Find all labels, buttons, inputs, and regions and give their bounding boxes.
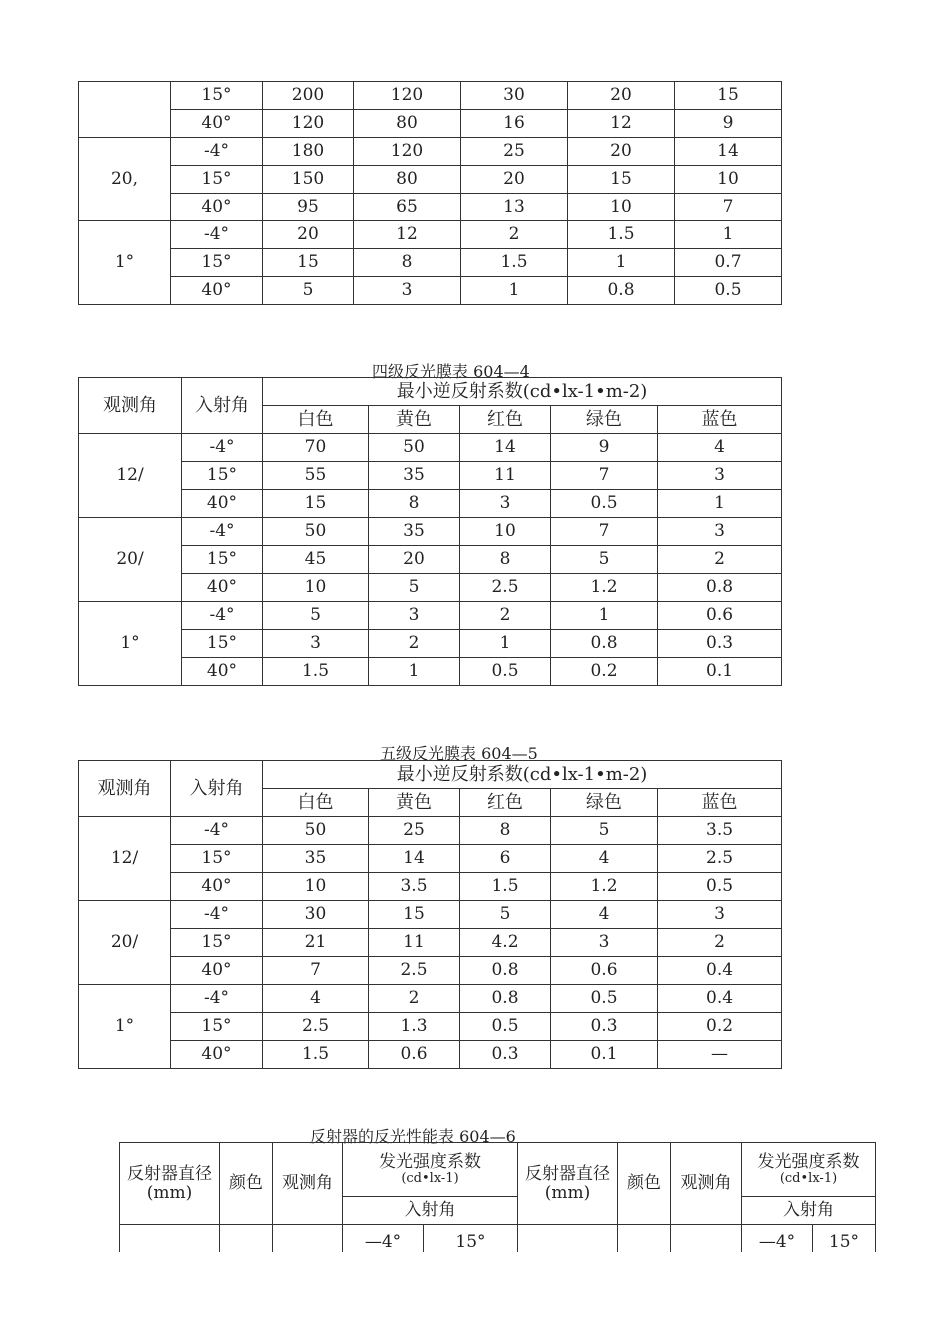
color-header-cell: 蓝色 [658, 789, 782, 817]
value-cell: 8 [369, 490, 460, 518]
value-cell: 1 [675, 221, 782, 249]
value-cell: 1.2 [551, 873, 658, 901]
value-cell: 3 [354, 277, 461, 305]
value-cell: 1 [568, 249, 675, 277]
table-row [79, 277, 782, 305]
value-cell: 11 [460, 462, 551, 490]
value-cell: 3 [369, 602, 460, 630]
color-header-cell: 绿色 [551, 406, 658, 434]
observe-angle-cell: 12/ [79, 434, 182, 518]
table-row [79, 630, 782, 658]
value-cell: 0.5 [675, 277, 782, 305]
value-cell: 20 [369, 546, 460, 574]
color-header-cell: 黄色 [369, 789, 460, 817]
value-cell: 0.6 [658, 602, 782, 630]
value-cell: 0.5 [551, 985, 658, 1013]
value-cell: 65 [354, 194, 461, 221]
observe-angle-cell: 20/ [79, 901, 171, 985]
value-cell: 1 [551, 602, 658, 630]
value-cell: 0.2 [658, 1013, 782, 1041]
incident-angle-cell: 15° [171, 1013, 263, 1041]
value-cell: 7 [551, 462, 658, 490]
value-cell: 0.3 [460, 1041, 551, 1069]
value-cell: 2 [658, 929, 782, 957]
value-cell: 0.5 [658, 873, 782, 901]
value-cell: 0.6 [551, 957, 658, 985]
value-cell: 5 [551, 546, 658, 574]
value-cell: 4.2 [460, 929, 551, 957]
value-cell: 7 [263, 957, 369, 985]
table-cell: —4° [742, 1225, 813, 1265]
value-cell: 9 [675, 110, 782, 138]
table-cell: 15° [424, 1225, 518, 1265]
value-cell: 0.2 [551, 658, 658, 686]
incident-angle-cell: -4° [171, 138, 263, 166]
value-cell: 0.8 [658, 574, 782, 602]
value-cell: 8 [460, 817, 551, 845]
value-cell: 0.4 [658, 985, 782, 1013]
value-cell: 35 [369, 462, 460, 490]
incident-angle-cell: 15° [171, 82, 263, 110]
value-cell: 8 [354, 249, 461, 277]
table-row [79, 1041, 782, 1069]
value-cell: 1.5 [263, 1041, 369, 1069]
value-cell: 21 [263, 929, 369, 957]
value-cell: 30 [263, 901, 369, 929]
value-cell: 3 [460, 490, 551, 518]
incident-angle-cell: 15° [182, 462, 263, 490]
incident-angle-cell: -4° [171, 817, 263, 845]
value-cell: 25 [461, 138, 568, 166]
color-header-cell: 白色 [263, 406, 369, 434]
value-cell: 120 [354, 82, 461, 110]
value-cell: 3 [551, 929, 658, 957]
value-cell: 9 [551, 434, 658, 462]
table-row [79, 817, 782, 845]
value-cell: 7 [551, 518, 658, 546]
value-cell: 14 [369, 845, 460, 873]
observe-angle-cell: 1° [79, 985, 171, 1069]
table-caption: 反射器的反光性能表 604—6 [310, 1127, 516, 1146]
table-row [79, 901, 782, 929]
table-fifth-grade [78, 760, 782, 1069]
color-header-cell: 红色 [460, 406, 551, 434]
incident-angle-cell: -4° [171, 901, 263, 929]
header-reflector-diameter: 反射器直径(mm) [518, 1143, 618, 1225]
value-cell: 4 [551, 901, 658, 929]
value-cell: 1.2 [551, 574, 658, 602]
value-cell: 50 [263, 518, 369, 546]
value-cell: 1 [369, 658, 460, 686]
value-cell: 80 [354, 110, 461, 138]
value-cell: 5 [369, 574, 460, 602]
header-intensity-coefficient [343, 1143, 518, 1197]
header-observe-angle: 观测角 [671, 1143, 742, 1225]
header-intensity-unit: (cd•lx-1) [401, 1170, 459, 1186]
value-cell: 35 [263, 845, 369, 873]
value-cell: 15 [263, 249, 354, 277]
value-cell: 120 [263, 110, 354, 138]
page-crop-mask [0, 1252, 950, 1344]
header-observe-angle: 观测角 [79, 378, 182, 434]
incident-angle-cell: 40° [171, 194, 263, 221]
incident-angle-cell: 15° [182, 630, 263, 658]
table-cell: —4° [343, 1225, 424, 1265]
value-cell: 0.8 [460, 957, 551, 985]
value-cell: 0.4 [658, 957, 782, 985]
table-row [79, 490, 782, 518]
value-cell: 55 [263, 462, 369, 490]
header-intensity-unit: (cd•lx-1) [779, 1170, 838, 1186]
table-row [79, 82, 782, 110]
table-reflector-performance [119, 1142, 876, 1265]
value-cell: 3 [263, 630, 369, 658]
table-row [79, 985, 782, 1013]
value-cell: 80 [354, 166, 461, 194]
color-header-cell: 蓝色 [658, 406, 782, 434]
incident-angle-cell: 15° [171, 929, 263, 957]
incident-angle-cell: -4° [182, 434, 263, 462]
value-cell: 20 [568, 138, 675, 166]
incident-angle-cell: -4° [182, 518, 263, 546]
value-cell: 35 [369, 518, 460, 546]
value-cell: 5 [263, 602, 369, 630]
header-incident-angle: 入射角 [742, 1197, 876, 1225]
value-cell: — [658, 1041, 782, 1069]
table-row [79, 110, 782, 138]
header-intensity-label: 发光强度系数 [757, 1152, 860, 1172]
header-min-retro-coefficient: 最小逆反射系数(cd•lx-1•m-2) [263, 761, 782, 789]
value-cell: 3 [658, 462, 782, 490]
value-cell: 1.5 [460, 873, 551, 901]
observe-angle-cell [79, 82, 171, 138]
color-header-cell: 绿色 [551, 789, 658, 817]
header-reflector-diameter: 反射器直径(mm) [120, 1143, 220, 1225]
table-row [79, 138, 782, 166]
incident-angle-cell: 40° [171, 277, 263, 305]
value-cell: 15 [675, 82, 782, 110]
value-cell: 0.5 [460, 1013, 551, 1041]
observe-angle-cell: 20, [79, 138, 171, 221]
value-cell: 2 [658, 546, 782, 574]
value-cell: 3.5 [658, 817, 782, 845]
value-cell: 2.5 [658, 845, 782, 873]
value-cell: 2 [369, 985, 460, 1013]
value-cell: 2 [461, 221, 568, 249]
value-cell: 4 [263, 985, 369, 1013]
table-row [79, 957, 782, 985]
value-cell: 0.3 [551, 1013, 658, 1041]
table-row [79, 845, 782, 873]
value-cell: 12 [354, 221, 461, 249]
header-observe-angle: 观测角 [79, 761, 171, 817]
incident-angle-cell: 15° [171, 845, 263, 873]
incident-angle-cell: 40° [182, 574, 263, 602]
value-cell: 11 [369, 929, 460, 957]
value-cell: 3 [658, 901, 782, 929]
value-cell: 150 [263, 166, 354, 194]
value-cell: 15 [568, 166, 675, 194]
value-cell: 0.8 [551, 630, 658, 658]
value-cell: 1.5 [568, 221, 675, 249]
value-cell: 10 [568, 194, 675, 221]
value-cell: 20 [461, 166, 568, 194]
incident-angle-cell: 40° [171, 110, 263, 138]
incident-angle-cell: 15° [171, 166, 263, 194]
observe-angle-cell: 12/ [79, 817, 171, 901]
incident-angle-cell: 40° [171, 1041, 263, 1069]
value-cell: 1 [658, 490, 782, 518]
color-header-cell: 黄色 [369, 406, 460, 434]
value-cell: 3 [658, 518, 782, 546]
header-min-retro-coefficient: 最小逆反射系数(cd•lx-1•m-2) [263, 378, 782, 406]
value-cell: 10 [675, 166, 782, 194]
value-cell: 7 [675, 194, 782, 221]
value-cell: 8 [460, 546, 551, 574]
value-cell: 1 [460, 630, 551, 658]
value-cell: 20 [263, 221, 354, 249]
table-row [79, 574, 782, 602]
table-caption: 四级反光膜表 604—4 [372, 362, 530, 381]
table-row [79, 1013, 782, 1041]
value-cell: 0.3 [658, 630, 782, 658]
incident-angle-cell: 15° [171, 249, 263, 277]
color-header-cell: 白色 [263, 789, 369, 817]
value-cell: 0.7 [675, 249, 782, 277]
incident-angle-cell: -4° [182, 602, 263, 630]
value-cell: 5 [460, 901, 551, 929]
value-cell: 50 [369, 434, 460, 462]
value-cell: 95 [263, 194, 354, 221]
value-cell: 45 [263, 546, 369, 574]
value-cell: 10 [460, 518, 551, 546]
table-row [79, 462, 782, 490]
value-cell: 3.5 [369, 873, 460, 901]
value-cell: 0.8 [568, 277, 675, 305]
value-cell: 14 [460, 434, 551, 462]
table-row [79, 221, 782, 249]
table-row [79, 602, 782, 630]
table-cell: 15° [813, 1225, 876, 1265]
value-cell: 0.5 [460, 658, 551, 686]
value-cell: 0.1 [551, 1041, 658, 1069]
value-cell: 12 [568, 110, 675, 138]
value-cell: 20 [568, 82, 675, 110]
header-intensity-label: 发光强度系数 [379, 1152, 481, 1172]
value-cell: 4 [551, 845, 658, 873]
incident-angle-cell: 40° [182, 490, 263, 518]
observe-angle-cell: 1° [79, 221, 171, 305]
value-cell: 120 [354, 138, 461, 166]
value-cell: 50 [263, 817, 369, 845]
value-cell: 2.5 [369, 957, 460, 985]
value-cell: 10 [263, 873, 369, 901]
value-cell: 1.5 [461, 249, 568, 277]
value-cell: 2 [369, 630, 460, 658]
value-cell: 14 [675, 138, 782, 166]
value-cell: 5 [263, 277, 354, 305]
header-color: 颜色 [618, 1143, 671, 1225]
table-row [79, 518, 782, 546]
incident-angle-cell: 15° [182, 546, 263, 574]
value-cell: 16 [461, 110, 568, 138]
value-cell: 30 [461, 82, 568, 110]
observe-angle-cell: 1° [79, 602, 182, 686]
incident-angle-cell: -4° [171, 221, 263, 249]
table-row [79, 434, 782, 462]
header-intensity-coefficient [742, 1143, 876, 1197]
incident-angle-cell: 40° [171, 873, 263, 901]
value-cell: 180 [263, 138, 354, 166]
header-incident-angle: 入射角 [182, 378, 263, 434]
table-fourth-grade [78, 377, 782, 686]
value-cell: 4 [658, 434, 782, 462]
value-cell: 2 [460, 602, 551, 630]
value-cell: 2.5 [460, 574, 551, 602]
header-color: 颜色 [220, 1143, 273, 1225]
value-cell: 1 [461, 277, 568, 305]
value-cell: 70 [263, 434, 369, 462]
observe-angle-cell: 20/ [79, 518, 182, 602]
value-cell: 6 [460, 845, 551, 873]
value-cell: 1.3 [369, 1013, 460, 1041]
value-cell: 25 [369, 817, 460, 845]
table-caption: 五级反光膜表 604—5 [380, 744, 538, 763]
value-cell: 15 [263, 490, 369, 518]
incident-angle-cell: -4° [171, 985, 263, 1013]
value-cell: 0.1 [658, 658, 782, 686]
value-cell: 15 [369, 901, 460, 929]
table-row [79, 658, 782, 686]
table-row [79, 249, 782, 277]
color-header-cell: 红色 [460, 789, 551, 817]
table-row [79, 873, 782, 901]
value-cell: 0.5 [551, 490, 658, 518]
value-cell: 1.5 [263, 658, 369, 686]
value-cell: 10 [263, 574, 369, 602]
header-observe-angle: 观测角 [273, 1143, 343, 1225]
value-cell: 0.8 [460, 985, 551, 1013]
incident-angle-cell: 40° [182, 658, 263, 686]
incident-angle-cell: 40° [171, 957, 263, 985]
value-cell: 0.6 [369, 1041, 460, 1069]
value-cell: 200 [263, 82, 354, 110]
table-row [79, 546, 782, 574]
table-row [79, 929, 782, 957]
value-cell: 13 [461, 194, 568, 221]
table-row [79, 166, 782, 194]
table-third-grade-partial [78, 81, 782, 305]
header-incident-angle: 入射角 [343, 1197, 518, 1225]
header-incident-angle: 入射角 [171, 761, 263, 817]
value-cell: 5 [551, 817, 658, 845]
value-cell: 2.5 [263, 1013, 369, 1041]
table-row [79, 194, 782, 221]
